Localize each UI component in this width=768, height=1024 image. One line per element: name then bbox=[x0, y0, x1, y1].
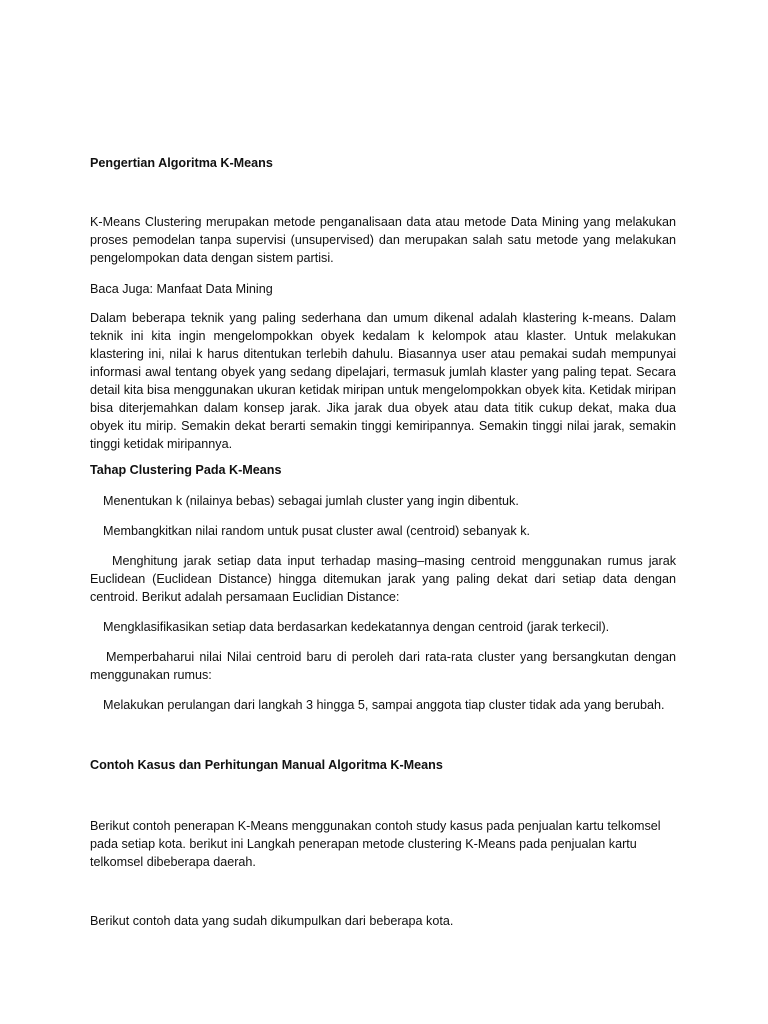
step-6: Melakukan perulangan dari langkah 3 hingga 5, sampai anggota tiap cluster tidak ada yang berubah. bbox=[103, 698, 665, 712]
step-5: Memperbaharui nilai Nilai centroid baru di peroleh dari rata-rata cluster yang bersangkutan dengan menggunakan rumus: bbox=[90, 650, 676, 682]
intro-paragraph: K-Means Clustering merupakan metode penganalisaan data atau metode Data Mining yang melakukan proses pemodelan tanpa supervisi (unsupervised) dan merupakan salah satu metode yang melakukan pengelompokan data dengan sistem partisi. bbox=[90, 215, 676, 265]
contoh-heading: Contoh Kasus dan Perhitungan Manual Algoritma K-Means bbox=[90, 758, 443, 772]
step-4: Mengklasifikasikan setiap data berdasarkan kedekatannya dengan centroid (jarak terkecil). bbox=[103, 620, 610, 634]
contoh-paragraph-1: Berikut contoh penerapan K-Means menggunakan contoh study kasus pada penjualan kartu telkomsel pada setiap kota. berikut ini Langkah penerapan metode clustering K-Means pada penjualan kartu telkomsel dibeberapa daerah. bbox=[90, 819, 661, 869]
step-1: Menentukan k (nilainya bebas) sebagai jumlah cluster yang ingin dibentuk. bbox=[103, 494, 519, 508]
tahap-heading: Tahap Clustering Pada K-Means bbox=[90, 463, 282, 477]
step-3: Menghitung jarak setiap data input terhadap masing–masing centroid menggunakan rumus jarak Euclidean (Euclidean Distance) hingga ditemukan jarak yang paling dekat dari setiap data dengan centroid. Berikut adalah persamaan Euclidian Distance: bbox=[90, 554, 676, 604]
teknik-paragraph: Dalam beberapa teknik yang paling sederhana dan umum dikenal adalah klastering k-means. Dalam teknik ini kita ingin mengelompokkan obyek kedalam k kelompok atau klaster. Untuk melakukan klastering ini, nilai k harus ditentukan terlebih dahulu. Biasannya user atau pemakai sudah mempunyai informasi awal tentang obyek yang sedang dipelajari, termasuk jumlah klaster yang paling tepat. Secara detail kita bisa menggunakan ukuran ketidak miripan untuk mengelompokkan obyek kita. Ketidak miripan bisa diterjemahkan dalam konsep jarak. Jika jarak dua obyek atau data titik cukup dekat, maka dua obyek itu mirip. Semakin dekat berarti semakin tinggi kemiripannya. Semakin tinggi nilai jarak, semakin tinggi ketidak miripannya. bbox=[90, 311, 676, 451]
step-2: Membangkitkan nilai random untuk pusat cluster awal (centroid) sebanyak k. bbox=[103, 524, 531, 538]
page-title: Pengertian Algoritma K-Means bbox=[90, 156, 273, 170]
contoh-paragraph-2: Berikut contoh data yang sudah dikumpulkan dari beberapa kota. bbox=[90, 914, 454, 928]
baca-juga-line: Baca Juga: Manfaat Data Mining bbox=[90, 282, 273, 296]
